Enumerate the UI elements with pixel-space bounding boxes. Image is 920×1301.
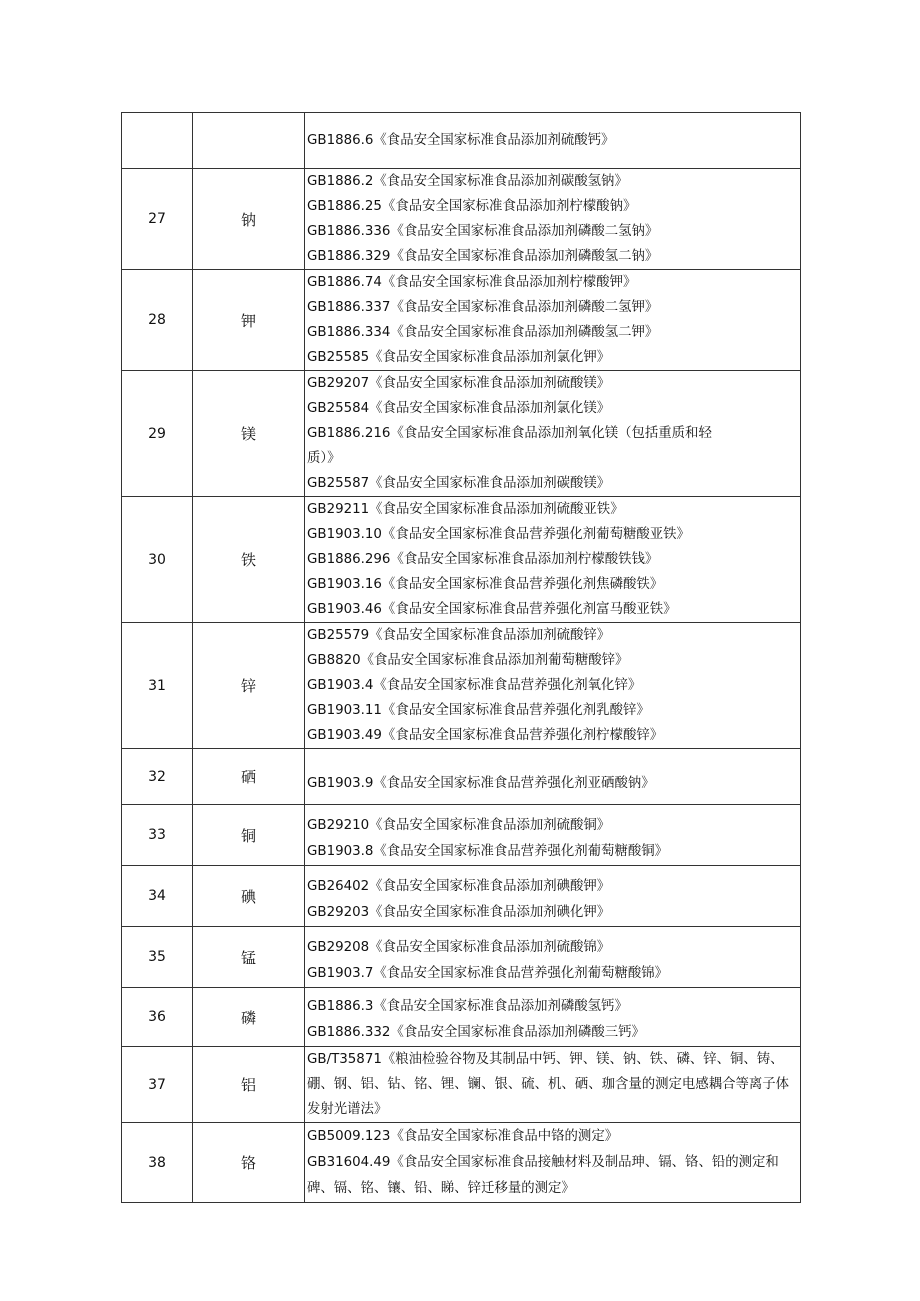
row-number: 27 — [122, 169, 193, 270]
row-number: 36 — [122, 988, 193, 1047]
standard-reference: GB1886.3《食品安全国家标准食品添加剂磷酸氢钙》 — [307, 999, 628, 1014]
standard-reference: GB1886.216《食品安全国家标准食品添加剂氧化镁（包括重质和轻 — [307, 426, 712, 441]
row-number: 30 — [122, 497, 193, 623]
table-row — [122, 749, 801, 805]
row-number: 33 — [122, 805, 193, 866]
standard-references — [305, 497, 801, 623]
standard-references — [305, 805, 801, 866]
standard-reference: GB1903.4《食品安全国家标准食品营养强化剂氧化锌》 — [307, 678, 642, 693]
standard-reference: GB25579《食品安全国家标准食品添加剂硫酸锌》 — [307, 628, 611, 643]
table-row — [122, 1123, 801, 1203]
table-row — [122, 113, 801, 169]
standard-reference: GB1903.8《食品安全国家标准食品营养强化剂葡萄糖酸铜》 — [307, 844, 669, 859]
standard-reference: GB1903.46《食品安全国家标准食品营养强化剂富马酸亚铁》 — [307, 602, 677, 617]
row-number: 35 — [122, 927, 193, 988]
standard-reference: 质）》 — [307, 451, 341, 466]
table-row — [122, 927, 801, 988]
standard-reference: GB1886.74《食品安全国家标准食品添加剂柠檬酸钾》 — [307, 275, 637, 290]
element-name: 磷 — [193, 988, 305, 1047]
standard-reference: GB1886.334《食品安全国家标准食品添加剂磷酸氢二钾》 — [307, 325, 659, 340]
table-row — [122, 988, 801, 1047]
standard-reference: GB25587《食品安全国家标准食品添加剂碳酸镁》 — [307, 476, 611, 491]
standard-reference: GB1886.336《食品安全国家标准食品添加剂磷酸二氢钠》 — [307, 224, 659, 239]
table-row — [122, 371, 801, 497]
element-name: 铜 — [193, 805, 305, 866]
row-number — [122, 113, 193, 169]
element-name: 铝 — [193, 1047, 305, 1123]
standard-reference: GB31604.49《食品安全国家标准食品接触材料及制品珅、镉、铬、铅的测定和碑、镉、铭、镶、铅、睇、锌迁移量的测定》 — [307, 1155, 779, 1196]
standard-reference: GB1886.25《食品安全国家标准食品添加剂柠檬酸钠》 — [307, 199, 637, 214]
table-row — [122, 623, 801, 749]
element-name: 镁 — [193, 371, 305, 497]
standard-reference: GB1903.7《食品安全国家标准食品营养强化剂葡萄糖酸锦》 — [307, 966, 669, 981]
standard-reference: GB25584《食品安全国家标准食品添加剂氯化镁》 — [307, 401, 611, 416]
row-number: 29 — [122, 371, 193, 497]
element-name: 钠 — [193, 169, 305, 270]
element-name: 铁 — [193, 497, 305, 623]
table-row — [122, 805, 801, 866]
element-name: 碘 — [193, 866, 305, 927]
standard-reference: GB1886.2《食品安全国家标准食品添加剂碳酸氢钠》 — [307, 174, 628, 189]
standard-reference: GB8820《食品安全国家标准食品添加剂葡萄糖酸锌》 — [307, 653, 629, 668]
standard-reference: GB/T35871《粮油检验谷物及其制品中钙、钾、镁、钠、铁、磷、锌、铜、铸、硼、钢、铝、钻、铭、锂、镧、银、硫、机、硒、珈含量的测定电感耦合等离子体发射光谱法》 — [307, 1052, 790, 1117]
standard-reference: GB26402《食品安全国家标准食品添加剂碘酸钾》 — [307, 879, 611, 894]
standard-references — [305, 623, 801, 749]
standard-reference: GB1886.332《食品安全国家标准食品添加剂磷酸三钙》 — [307, 1025, 645, 1040]
row-number: 28 — [122, 270, 193, 371]
standard-reference: GB1903.16《食品安全国家标准食品营养强化剂焦磷酸铁》 — [307, 577, 664, 592]
element-name: 锌 — [193, 623, 305, 749]
standard-reference: GB1903.9《食品安全国家标准食品营养强化剂亚硒酸钠》 — [307, 775, 655, 791]
standard-references — [305, 169, 801, 270]
element-name: 钾 — [193, 270, 305, 371]
standard-reference: GB29210《食品安全国家标准食品添加剂硫酸铜》 — [307, 818, 611, 833]
table-row — [122, 270, 801, 371]
standard-reference: GB5009.123《食品安全国家标准食品中铬的测定》 — [307, 1129, 619, 1144]
standard-reference: GB1886.337《食品安全国家标准食品添加剂磷酸二氢钾》 — [307, 300, 659, 315]
standard-reference: GB1886.296《食品安全国家标准食品添加剂柠檬酸铁钱》 — [307, 552, 659, 567]
row-number: 38 — [122, 1123, 193, 1203]
standard-reference: GB1903.49《食品安全国家标准食品营养强化剂柠檬酸锌》 — [307, 728, 664, 743]
standard-references — [305, 749, 801, 805]
standards-table — [121, 112, 801, 1203]
element-name: 锰 — [193, 927, 305, 988]
table-body — [122, 113, 801, 1203]
table-row — [122, 169, 801, 270]
element-name: 硒 — [193, 749, 305, 805]
row-number: 34 — [122, 866, 193, 927]
standard-reference: GB29207《食品安全国家标准食品添加剂硫酸镁》 — [307, 376, 611, 391]
standard-references — [305, 927, 801, 988]
element-name: 铬 — [193, 1123, 305, 1203]
row-number: 32 — [122, 749, 193, 805]
standard-references — [305, 1123, 801, 1203]
standard-reference: GB29211《食品安全国家标准食品添加剂硫酸亚铁》 — [307, 502, 624, 517]
row-number: 37 — [122, 1047, 193, 1123]
row-number: 31 — [122, 623, 193, 749]
standard-references — [305, 371, 801, 497]
standard-references — [305, 270, 801, 371]
standard-reference: GB1886.6《食品安全国家标准食品添加剂硫酸钙》 — [307, 133, 615, 148]
table-row — [122, 866, 801, 927]
standard-references — [305, 1047, 801, 1123]
table-row — [122, 1047, 801, 1123]
standard-references — [305, 988, 801, 1047]
standard-reference: GB1886.329《食品安全国家标准食品添加剂磷酸氢二钠》 — [307, 249, 659, 264]
standard-reference: GB1903.11《食品安全国家标准食品营养强化剂乳酸锌》 — [307, 703, 650, 718]
standard-reference: GB29208《食品安全国家标准食品添加剂硫酸锦》 — [307, 940, 611, 955]
standard-reference: GB29203《食品安全国家标准食品添加剂碘化钾》 — [307, 905, 611, 920]
standard-reference: GB25585《食品安全国家标准食品添加剂氯化钾》 — [307, 350, 611, 365]
table-row — [122, 497, 801, 623]
element-name — [193, 113, 305, 169]
standard-reference: GB1903.10《食品安全国家标准食品营养强化剂葡萄糖酸亚铁》 — [307, 527, 690, 542]
standard-references — [305, 866, 801, 927]
standard-references — [305, 113, 801, 169]
